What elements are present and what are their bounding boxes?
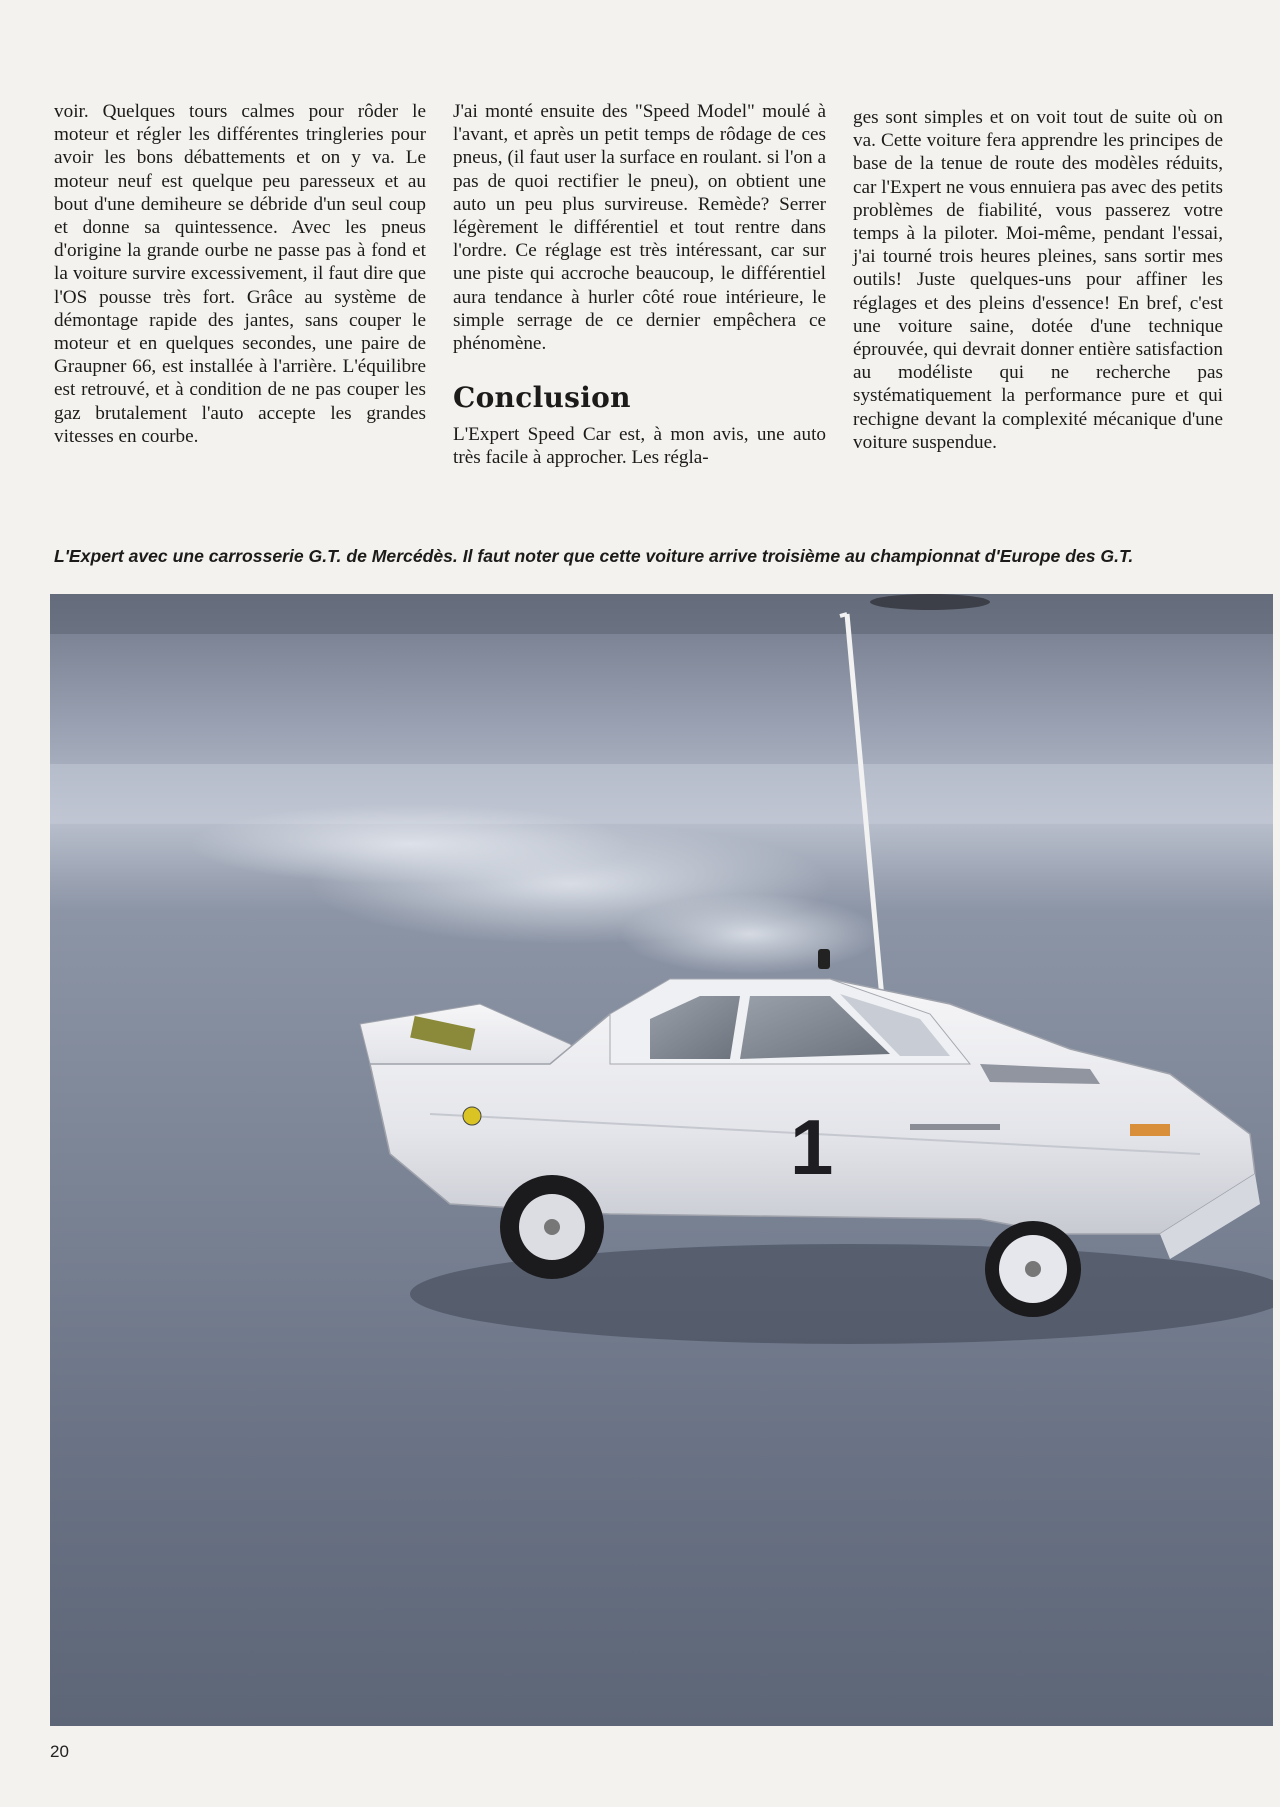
column-1-paragraph: voir. Quelques tours calmes pour rôder le moteur et régler les différentes tringleries pour avoir les bons débattements et on y va. Le moteur neuf est quelque peu paresseux et au bout d'une demiheure se débride d'un seul coup et donne sa quintessence. Avec les pneus d'origine la grande ourbe ne passe pas à fond et la voiture survire excessivement, il faut dire que l'OS pousse très fort. Grâce au système de démontage rapide des jantes, sans couper le moteur et en quelques secondes, une paire de Graupner 66, est installée à l'arrière. L'équilibre est retrouvé, et à condition de ne pas couper les gaz brutalement l'auto accepte les grandes vitesses en courbe. [54,101,426,447]
column-3-paragraph: ges sont simples et on voit tout de suite où on va. Cette voiture fera apprendre les principes de base de la tenue de route des modèles réduits, car l'Expert ne vous ennuiera pas avec des petits problèmes de fiabilité, vous passerez votre temps à la piloter. Moi-même, pendant l'essai, j'ai tourné trois heures pleines, sans sortir mes outils! Juste quelques-uns pour affiner les réglages et des pleins d'essence! En bref, c'est une voiture saine, dotée d'une technique éprouvée, qui devrait donner entière satisfaction au modéliste qui ne recherche pas systématiquement la performance pure et qui rechigne devant la complexité mécanique d'une voiture suspendue. [853,107,1224,453]
photo-caption: L'Expert avec une carrosserie G.T. de Mercédès. Il faut noter que cette voiture arrive troisième au championnat d'Europe des G.T. [54,546,1134,566]
car-photo [50,594,1273,1726]
page-number: 20 [50,1742,69,1761]
car-number: 1 [790,1103,834,1191]
text-column-2 [453,100,826,470]
text-column-3 [853,106,1223,454]
column-2-paragraph: J'ai monté ensuite des "Speed Model" moulé à l'avant, et après un petit temps de rôdage de ces pneus, (il faut user la surface en roulant. si l'on a pas de quoi rectifier le pneu), on obtient une auto un peu plus survireuse. Remède? Serrer légèrement le différentiel et tout rentre dans l'ordre. Ce réglage est très intéressant, car sur une piste qui accroche beaucoup, le différentiel aura tendance à hurler côté roue intérieure, le simple serrage de ce dernier empêchera ce phénomène. [453,101,826,355]
section-heading-conclusion: Conclusion [453,381,631,415]
column-2-conclusion-paragraph: L'Expert Speed Car est, à mon avis, une auto très facile à approcher. Les régla- [453,424,826,469]
text-column-1 [54,100,426,448]
